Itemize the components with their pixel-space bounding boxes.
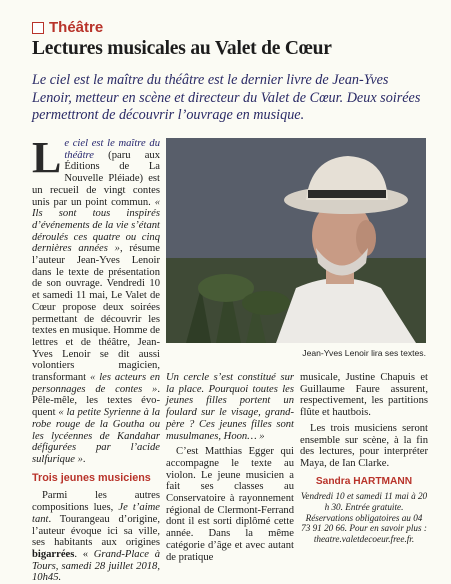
drop-cap: L <box>32 133 62 182</box>
chapo-text: est le dernier livre de Jean-Yves Lenoir, metteur en scène et directeur du Valet de Cœur. Deux soirées permettront de découvrir l’ouvrage en musique. <box>32 72 421 123</box>
text-run: . Pêle-mêle, les textes évo-quent <box>32 383 160 419</box>
checkbox-icon <box>32 22 44 34</box>
chapo-book-title: Le ciel est le maître du théâtre <box>32 72 205 88</box>
story-title: Je t’aime tant <box>32 502 160 525</box>
column-1 <box>32 133 160 584</box>
column-2 <box>166 372 294 563</box>
book-title-inline: e ciel est le maître du théâtre <box>64 138 160 161</box>
photo-author <box>166 138 426 343</box>
text-run: . Tourangeau d’origine, l’auteur évoque ici sa ville, ses habitants aux origines <box>32 513 160 549</box>
chapo <box>32 72 424 125</box>
quote: « Ils sont tous inspirés d’événements de la vie s’étant déroulés ces quatre ou cinq dernières années » <box>32 196 160 255</box>
text-run: , résume l’auteur Jean-Yves Lenoir dans le texte de présentation de son ouvrage. Vendredi 10 et samedi 11 mai, Le Valet de Cœur propose deux soirées permettant de découvrir les textes en musique. Homme de lettres et de théâtre, Jean-Yves Lenoir se dit aussi volontiers magicien, transformant <box>32 243 160 384</box>
text-run: Parmi les autres compositions lues, <box>32 490 160 514</box>
practical-info: Vendredi 10 et samedi 11 mai à 20 h 30. Entrée gratuite. Réservations obligatoires au 04 73 91 20 66. Pour en savoir plus : theatre.valetdecoeur.free.fr. <box>300 491 428 544</box>
paragraph-musicians: musicale, Justine Chapuis et Guillaume Faure assurent, respectivement, les partitions flûte et hautbois. <box>300 372 428 419</box>
text-run: . « <box>74 548 94 560</box>
paragraph-violin: C’est Matthias Egger qui accompagne le texte au violon. Le jeune musicien a fait ses classes au Conservatoire à rayonnement régional de Clermont-Ferrand dont il est sorti diplômé cette année. Dans la même catégorie d’âge et avec autant de pratique <box>166 446 294 563</box>
quote: Grand-Place à Tours, samedi 28 juillet 2018, 10h45. <box>32 548 160 584</box>
headline: Lectures musicales au Valet de Cœur <box>32 38 332 59</box>
photo-caption: Jean-Yves Lenoir lira ses textes. <box>302 348 426 358</box>
paragraph-intro <box>32 133 160 466</box>
paragraph-finale: Les trois musiciens seront ensemble sur scène, à la fin des lectures, pour interpréter Maya, de Ian Clarke. <box>300 422 428 469</box>
author-signature: Sandra HARTMANN <box>315 475 413 487</box>
quote: « les acteurs en personnages de contes » <box>32 372 160 395</box>
rubric <box>32 19 103 36</box>
quote: « la petite Syrienne à la robe rouge de la Goutha ou les lycéennes de Kandahar défigurées par l’acide sulfurique » <box>32 407 160 465</box>
bold-word: bigarrées <box>32 548 75 560</box>
paragraph-compositions <box>32 490 160 584</box>
text-run: . <box>82 453 86 465</box>
text-run: (paru aux Éditions de La Nouvelle Pléiade) est un recueil de vingt contes unis par un point commun. <box>32 149 160 208</box>
paragraph-quote: Un cercle s’est constitué sur la place. Pourquoi toutes les jeunes filles portent un foulard sur le visage, grand-père ? Ces jeunes filles sont musulmanes, Hoon… » <box>166 372 294 442</box>
rubric-label: Théâtre <box>49 19 104 36</box>
portrait-illustration <box>166 138 426 343</box>
column-3 <box>300 372 428 544</box>
subheading: Trois jeunes musiciens <box>32 471 151 484</box>
